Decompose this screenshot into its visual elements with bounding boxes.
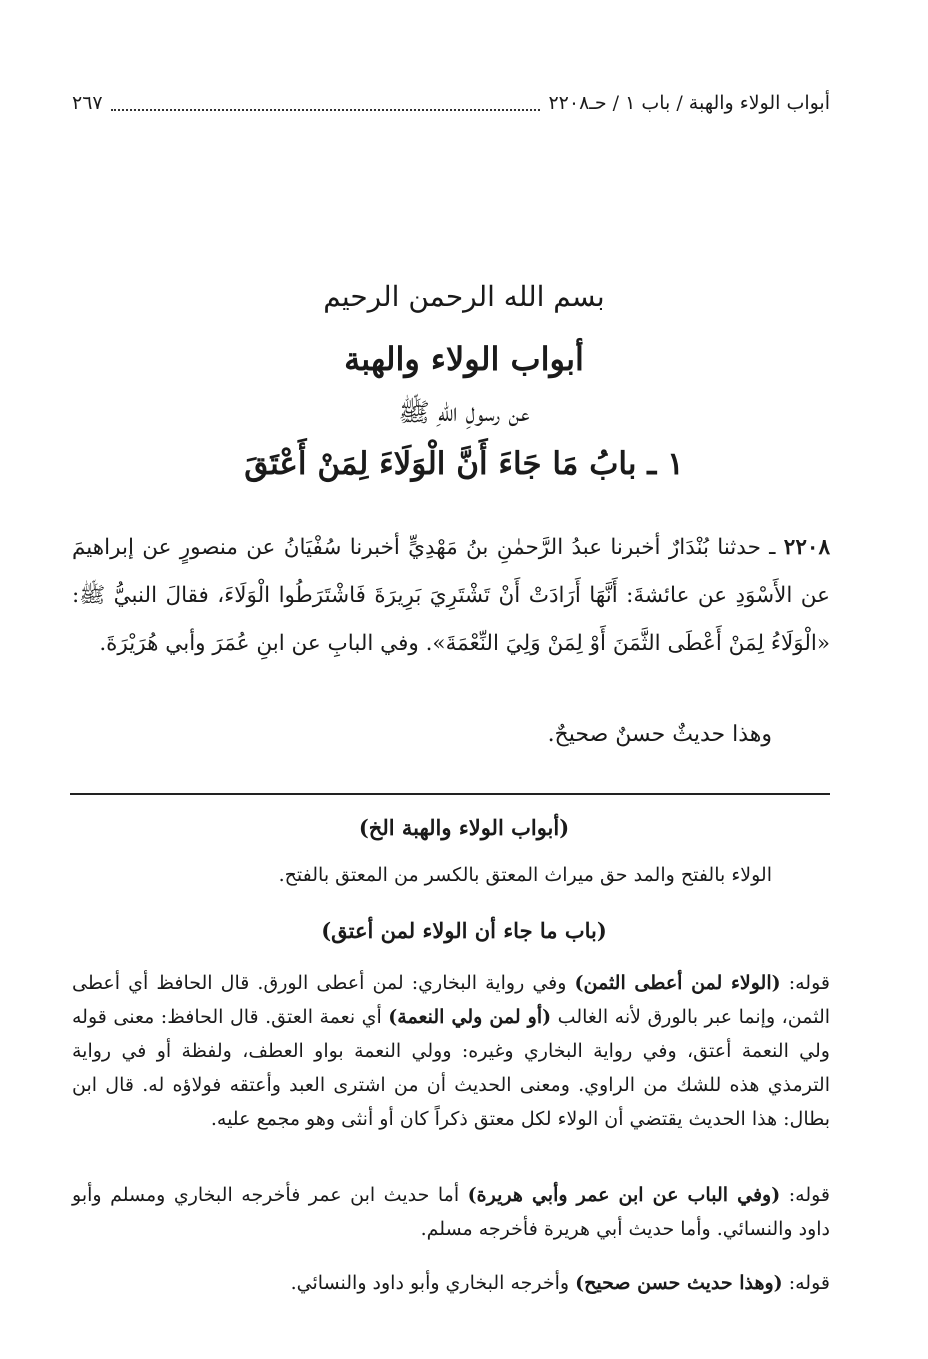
commentary-lead: قوله: (788, 1184, 831, 1206)
page-number: ٢٦٧ (72, 92, 103, 114)
commentary-paragraph-3 (72, 1266, 830, 1300)
commentary-paragraph-1 (72, 966, 830, 1136)
footnote-divider (70, 793, 830, 795)
running-head-title: أبواب الولاء والهبة / باب ١ / حـ٢٢٠٨ (548, 92, 830, 114)
commentary-definition: الولاء بالفتح والمد حق ميراث المعتق بالكسر من المعتق بالفتح. (278, 864, 772, 886)
running-head-leader-dots (111, 108, 541, 111)
section-subtitle: عن رسولِ اللهِ ﷺ (398, 398, 530, 428)
commentary-lead: قوله: (788, 1272, 830, 1294)
commentary-paragraph-2 (72, 1178, 830, 1246)
commentary-quote: (وفي الباب عن ابن عمر وأبي هريرة) (467, 1184, 781, 1206)
commentary-heading-chapter: (باب ما جاء أن الولاء لمن أعتق) (321, 918, 607, 943)
commentary-quote: (وهذا حديث حسن صحيح) (575, 1272, 783, 1294)
running-head (72, 86, 830, 120)
commentary-lead: قوله: (788, 972, 830, 994)
commentary-text: وأخرجه البخاري وأبو داود والنسائي. (290, 1272, 570, 1294)
commentary-quote: (الولاء لمن أعطى الثمن) (574, 972, 781, 994)
basmala: بسم الله الرحمن الرحيم (323, 280, 605, 313)
commentary-text: أي نعمة العتق. قال الحافظ: معنى قوله ولي النعمة أعتق، وفي رواية البخاري وغيره: وولي النعمة بواو العطف، ولفظة أو في رواية الترمذي هذه للشك من الراوي. ومعنى الحديث أن من اشترى العبد وأعتقه فولاؤه له. قال ابن بطال: هذا الحديث يقتضي أن الولاء لكل معتق ذكراً كان أو أنثى وهو مجمع عليه. (72, 1006, 830, 1130)
commentary-text: وفي رواية البخاري: لمن أعطى الورق. قال الحافظ أي أعطى الثمن، وإنما عبر بالورق لأنه الغالب (72, 972, 831, 1028)
commentary-heading-sections: (أبواب الولاء والهبة الخ) (358, 815, 570, 840)
hadith-grade: وهذا حديثٌ حسنٌ صحيحٌ. (547, 722, 772, 747)
commentary-quote: (أو لمن ولي النعمة) (388, 1006, 552, 1028)
section-title: أبواب الولاء والهبة (344, 340, 584, 378)
hadith-text: ـ حدثنا بُنْدَارٌ أخبرنا عبدُ الرَّحمٰنِ بنُ مَهْدِيٍّ أخبرنا سُفْيَانُ عن منصورٍ عن إبراهيمَ عن الأَسْوَدِ عن عائشةَ: أَنَّهَا أَرَادَتْ أَنْ تَشْتَرِيَ بَرِيرَةَ فَاشْتَرَطُوا الْوَلَاءَ، فقالَ النبيُّ ﷺ: «الْوَلَاءُ لِمَنْ أَعْطَى الثَّمَنَ أَوْ لِمَنْ وَلِيَ النِّعْمَةَ». وفي البابِ عن ابنِ عُمَرَ وأبي هُرَيْرَةَ. (72, 535, 830, 656)
hadith-text-block (72, 524, 830, 668)
hadith-number: ٢٢٠٨ (783, 535, 830, 560)
chapter-title: ١ ـ بابُ مَا جَاءَ أَنَّ الْوَلَاءَ لِمَنْ أَعْتَقَ (244, 446, 684, 482)
commentary-text: أما حديث ابن عمر فأخرجه البخاري ومسلم وأبو داود والنسائي. وأما حديث أبي هريرة فأخرجه مسلم. (72, 1184, 830, 1240)
